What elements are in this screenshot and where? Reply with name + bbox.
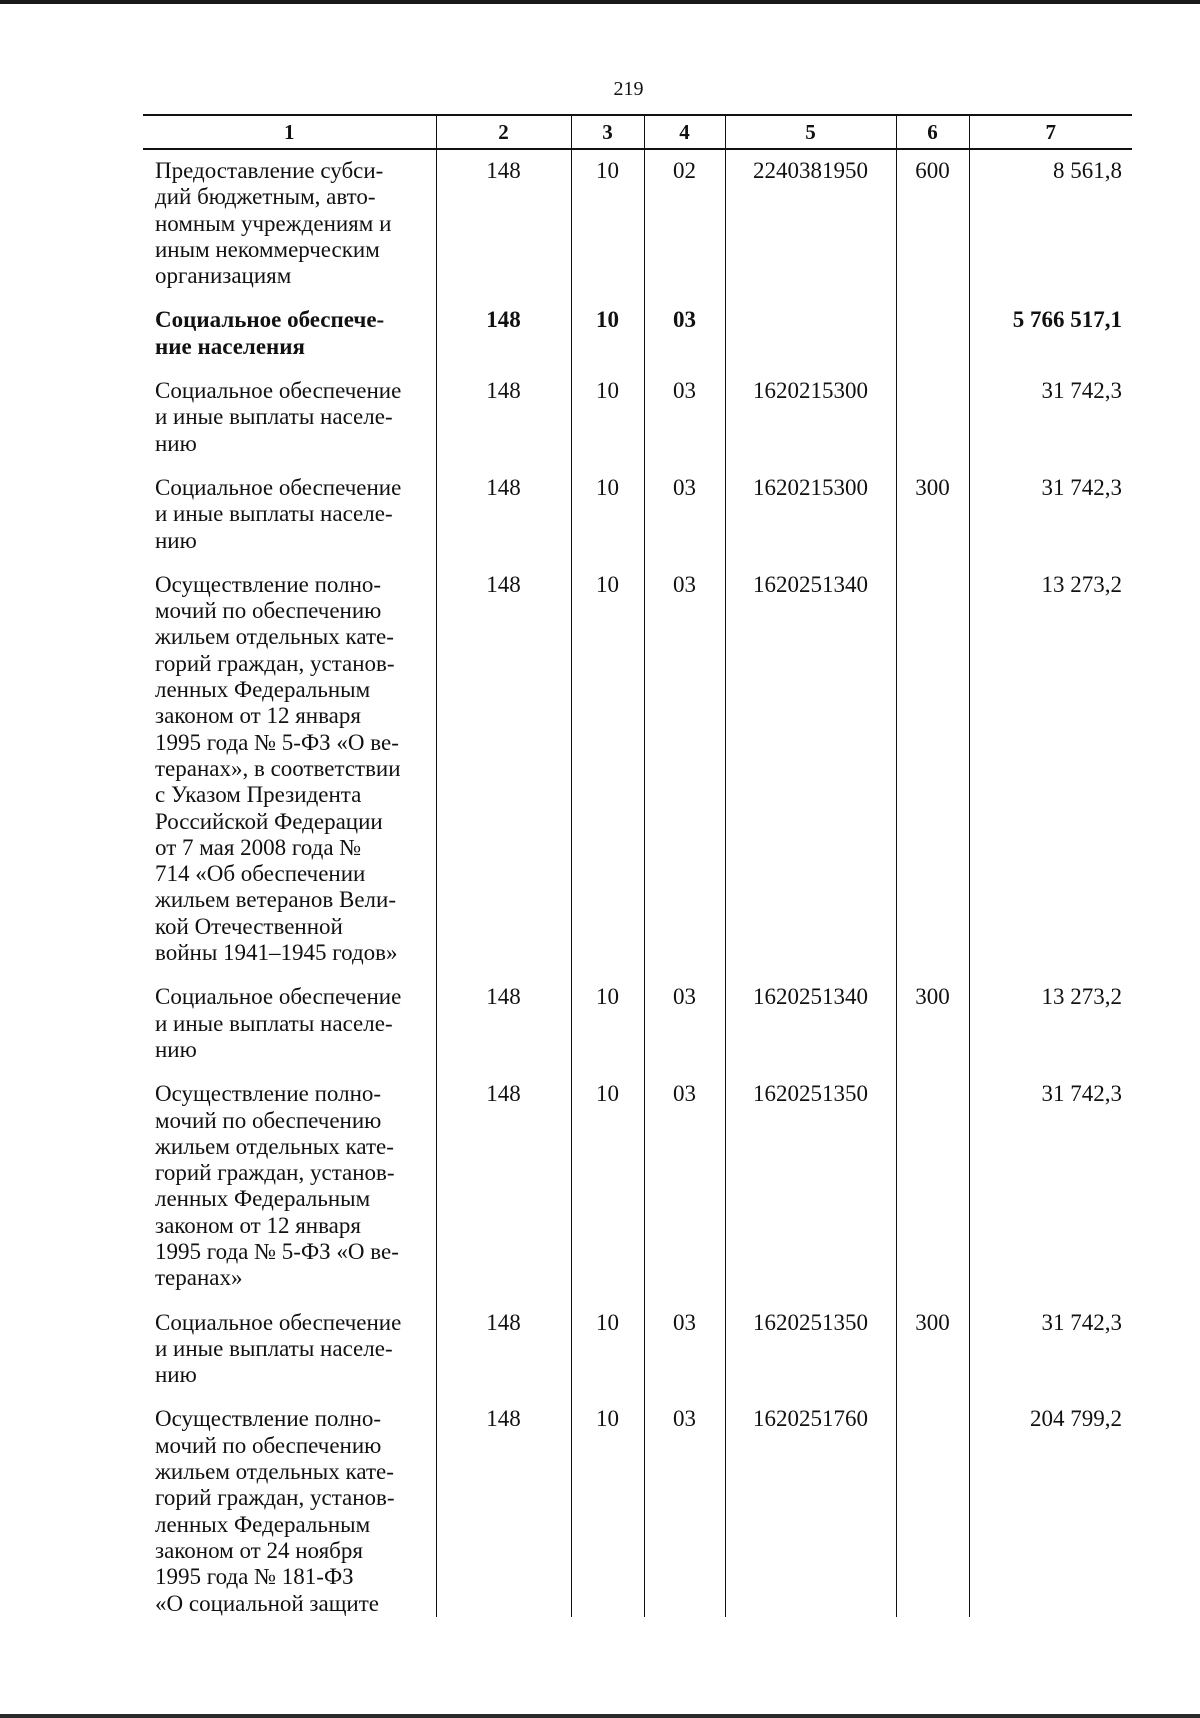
cell-target: 2240381950 xyxy=(725,149,896,299)
column-header-3: 3 xyxy=(571,115,644,149)
cell-ministry: 148 xyxy=(436,149,571,299)
cell-name: Предоставление субси- дий бюджетным, авто- номным учреждениям и иным некоммерческим организациям xyxy=(143,149,436,299)
table-row xyxy=(143,1302,1132,1399)
cell-expense-type xyxy=(896,370,969,467)
cell-expense-type: 300 xyxy=(896,1302,969,1399)
table-row-section-total xyxy=(143,299,1132,370)
cell-target: 1620215300 xyxy=(725,370,896,467)
cell-section: 10 xyxy=(571,1398,644,1616)
cell-amount: 31 742,3 xyxy=(969,1302,1132,1399)
table-row xyxy=(143,564,1132,976)
cell-subsection: 03 xyxy=(644,1398,725,1616)
cell-subsection: 03 xyxy=(644,467,725,564)
cell-target: 1620251340 xyxy=(725,976,896,1073)
cell-amount: 31 742,3 xyxy=(969,1073,1132,1301)
cell-target: 1620251340 xyxy=(725,564,896,976)
scan-edge-bottom xyxy=(0,1714,1200,1718)
cell-amount: 13 273,2 xyxy=(969,976,1132,1073)
cell-name: Социальное обеспечение и иные выплаты населе- нию xyxy=(143,370,436,467)
table-row xyxy=(143,370,1132,467)
cell-section: 10 xyxy=(571,370,644,467)
cell-section: 10 xyxy=(571,1302,644,1399)
cell-target: 1620251350 xyxy=(725,1073,896,1301)
cell-subsection: 03 xyxy=(644,976,725,1073)
cell-amount: 204 799,2 xyxy=(969,1398,1132,1616)
cell-target: 1620251350 xyxy=(725,1302,896,1399)
cell-subsection: 02 xyxy=(644,149,725,299)
table-row xyxy=(143,467,1132,564)
cell-expense-type: 300 xyxy=(896,976,969,1073)
cell-target xyxy=(725,299,896,370)
cell-target: 1620251760 xyxy=(725,1398,896,1616)
cell-ministry: 148 xyxy=(436,467,571,564)
cell-name: Социальное обеспечение и иные выплаты населе- нию xyxy=(143,1302,436,1399)
cell-ministry: 148 xyxy=(436,1073,571,1301)
column-header-7: 7 xyxy=(969,115,1132,149)
cell-ministry: 148 xyxy=(436,564,571,976)
column-header-2: 2 xyxy=(436,115,571,149)
budget-table xyxy=(143,114,1132,1617)
cell-expense-type xyxy=(896,564,969,976)
table-row xyxy=(143,976,1132,1073)
cell-ministry: 148 xyxy=(436,1302,571,1399)
cell-expense-type: 300 xyxy=(896,467,969,564)
cell-ministry: 148 xyxy=(436,299,571,370)
cell-subsection: 03 xyxy=(644,1073,725,1301)
cell-ministry: 148 xyxy=(436,976,571,1073)
cell-section: 10 xyxy=(571,564,644,976)
column-header-6: 6 xyxy=(896,115,969,149)
cell-amount: 31 742,3 xyxy=(969,370,1132,467)
cell-section: 10 xyxy=(571,1073,644,1301)
column-header-5: 5 xyxy=(725,115,896,149)
table-header-row xyxy=(143,115,1132,149)
cell-section: 10 xyxy=(571,976,644,1073)
column-header-4: 4 xyxy=(644,115,725,149)
cell-section: 10 xyxy=(571,149,644,299)
cell-target: 1620215300 xyxy=(725,467,896,564)
cell-expense-type: 600 xyxy=(896,149,969,299)
cell-ministry: 148 xyxy=(436,1398,571,1616)
cell-name: Социальное обеспече- ние населения xyxy=(143,299,436,370)
column-header-1: 1 xyxy=(143,115,436,149)
table-row xyxy=(143,1398,1132,1616)
cell-name: Социальное обеспечение и иные выплаты населе- нию xyxy=(143,467,436,564)
cell-section: 10 xyxy=(571,467,644,564)
cell-expense-type xyxy=(896,299,969,370)
cell-subsection: 03 xyxy=(644,564,725,976)
cell-amount: 31 742,3 xyxy=(969,467,1132,564)
cell-name: Социальное обеспечение и иные выплаты населе- нию xyxy=(143,976,436,1073)
table-row xyxy=(143,1073,1132,1301)
cell-name: Осуществление полно- мочий по обеспечению жильем отдельных кате- горий граждан, установ- ленных Федеральным законом от 24 ноября 1995 года № 181-ФЗ «О социальной защите xyxy=(143,1398,436,1616)
cell-name: Осуществление полно- мочий по обеспечению жильем отдельных кате- горий граждан, установ- ленных Федеральным законом от 12 января 1995 года № 5-ФЗ «О ве- теранах» xyxy=(143,1073,436,1301)
cell-section: 10 xyxy=(571,299,644,370)
cell-subsection: 03 xyxy=(644,299,725,370)
cell-amount: 8 561,8 xyxy=(969,149,1132,299)
cell-subsection: 03 xyxy=(644,1302,725,1399)
cell-expense-type xyxy=(896,1398,969,1616)
budget-table-container xyxy=(143,114,1132,1617)
scan-edge-top xyxy=(0,0,1200,4)
cell-amount: 13 273,2 xyxy=(969,564,1132,976)
page-number: 219 xyxy=(613,78,644,100)
cell-ministry: 148 xyxy=(436,370,571,467)
cell-name: Осуществление полно- мочий по обеспечению жильем отдельных кате- горий граждан, установ- ленных Федеральным законом от 12 января 1995 года № 5-ФЗ «О ве- теранах», в соответствии с Указом Президента Российской Федерации от 7 мая 2008 года № 714 «Об обеспечении жильем ветеранов Вели- кой Отечественной войны 1941–1945 годов» xyxy=(143,564,436,976)
cell-expense-type xyxy=(896,1073,969,1301)
table-row xyxy=(143,149,1132,299)
cell-amount: 5 766 517,1 xyxy=(969,299,1132,370)
cell-subsection: 03 xyxy=(644,370,725,467)
